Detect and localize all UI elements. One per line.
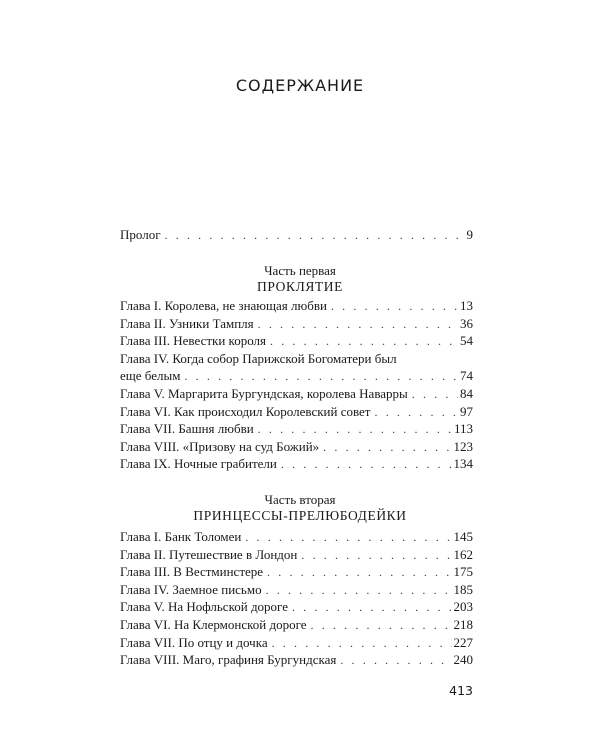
leader-dots: [281, 456, 452, 474]
entry-title: Пролог: [120, 227, 161, 242]
leader-dots: [267, 564, 451, 582]
entry-page: 13: [460, 298, 473, 313]
leader-dots: [375, 404, 459, 422]
toc-entry: [120, 367, 473, 385]
page-title: СОДЕРЖАНИЕ: [235, 76, 365, 95]
entry-page: 185: [453, 581, 473, 597]
entry-title: Глава IX. Ночные грабители: [120, 456, 277, 472]
entry-title: Глава I. Банк Толомеи: [120, 529, 242, 544]
toc-entry: [120, 226, 473, 244]
toc-entry: [120, 420, 473, 438]
entry-page: 227: [453, 634, 473, 650]
entry-page: 113: [453, 421, 473, 437]
entry-title: еще белым: [120, 368, 181, 384]
entry-title: Глава VIII. «Призову на суд Божий»: [120, 438, 320, 454]
toc-entry: [120, 598, 473, 616]
leader-dots: [272, 635, 452, 653]
entry-page: 134: [453, 456, 473, 472]
entry-title: Глава II. Узники Тампля: [120, 315, 254, 331]
leader-dots: [165, 227, 465, 245]
entry-title: Глава VII. По отцу и дочка: [120, 634, 268, 650]
leader-dots: [412, 386, 458, 404]
page-number: 413: [449, 683, 473, 698]
entry-page: 203: [453, 599, 473, 615]
toc-entry: [120, 403, 473, 421]
toc-entry: [120, 297, 473, 315]
entry-page: 218: [453, 616, 473, 632]
entry-title: Глава III. Невестки короля: [120, 333, 267, 349]
entry-page: 145: [453, 529, 473, 544]
toc-entry-line1: [120, 350, 473, 368]
toc-entry: [120, 332, 473, 350]
leader-dots: [258, 421, 452, 439]
leader-dots: [301, 547, 451, 565]
entry-page: 240: [453, 652, 473, 668]
leader-dots: [258, 316, 458, 334]
leader-dots: [270, 333, 458, 351]
entry-page: 123: [453, 438, 473, 454]
part-label: Часть первая: [264, 263, 336, 278]
entry-title: Глава V. На Нофльской дороге: [120, 599, 288, 615]
toc-entry: [120, 563, 473, 581]
entry-title-line1: Глава IV. Когда собор Парижской Богоматери был: [120, 350, 397, 366]
toc-entry: [120, 385, 473, 403]
toc-prolog: [120, 226, 473, 244]
entry-page: 9: [466, 227, 473, 242]
toc-entry: [120, 438, 473, 456]
toc-part2: [120, 528, 473, 669]
leader-dots: [184, 368, 458, 386]
toc-part1: [120, 297, 473, 473]
toc-entry: [120, 546, 473, 564]
part-name: ПРОКЛЯТИЕ: [257, 279, 343, 294]
toc-entry: [120, 616, 473, 634]
entry-page: 84: [460, 385, 473, 401]
entry-title: Глава VI. На Клермонской дороге: [120, 616, 307, 632]
entry-title: Глава IV. Заемное письмо: [120, 581, 262, 597]
entry-title: Глава II. Путешествие в Лондон: [120, 546, 298, 562]
entry-title: Глава V. Маргарита Бургундская, королева Наварры: [120, 385, 408, 401]
entry-title: Глава VIII. Маго, графиня Бургундская: [120, 652, 337, 668]
entry-page: 97: [460, 403, 473, 419]
toc-entry: [120, 455, 473, 473]
entry-page: 162: [453, 546, 473, 562]
toc-entry: [120, 528, 473, 546]
entry-page: 54: [460, 333, 473, 349]
leader-dots: [323, 439, 451, 457]
leader-dots: [311, 617, 452, 635]
entry-page: 74: [460, 368, 473, 384]
leader-dots: [292, 599, 452, 617]
leader-dots: [245, 529, 451, 547]
leader-dots: [331, 298, 458, 316]
part-name: ПРИНЦЕССЫ-ПРЕЛЮБОДЕЙКИ: [193, 508, 407, 523]
entry-title: Глава I. Королева, не знающая любви: [120, 298, 327, 313]
leader-dots: [340, 652, 451, 670]
entry-page: 175: [453, 564, 473, 580]
entry-title: Глава VI. Как происходил Королевский совет: [120, 403, 371, 419]
entry-title: Глава VII. Башня любви: [120, 421, 254, 437]
entry-title: Глава III. В Вестминстере: [120, 564, 264, 580]
toc-entry: [120, 634, 473, 652]
leader-dots: [266, 582, 452, 600]
toc-entry: [120, 651, 473, 669]
entry-page: 36: [460, 315, 473, 331]
part-label: Часть вторая: [264, 492, 336, 507]
toc-entry: [120, 581, 473, 599]
toc-entry: [120, 315, 473, 333]
